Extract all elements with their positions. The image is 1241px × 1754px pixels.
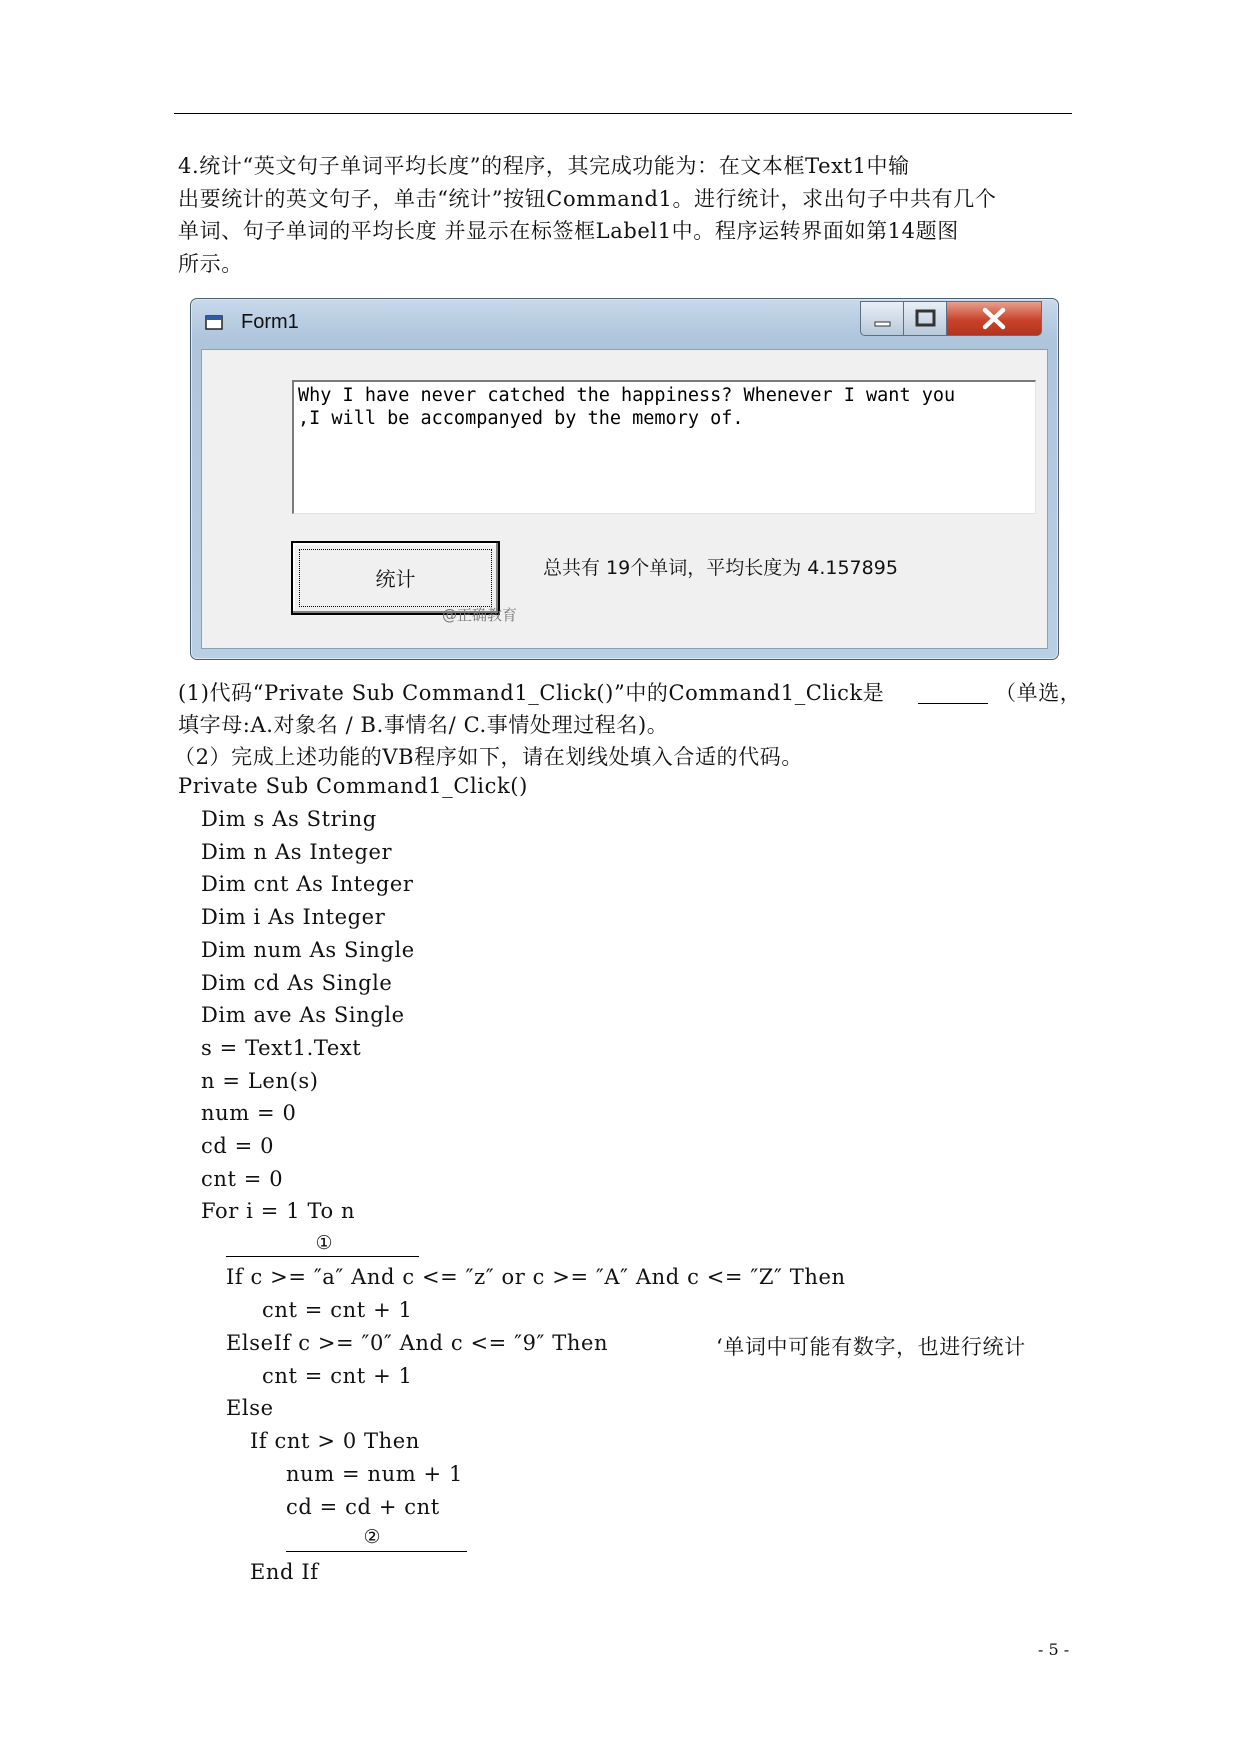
code-line: cnt = cnt + 1 [262, 1298, 413, 1322]
code-line: Dim cnt As Integer [201, 872, 414, 896]
answer-blank-2 [286, 1551, 467, 1552]
intro-line-4: 所示。 [178, 252, 243, 276]
maximize-button[interactable] [903, 301, 948, 336]
part1-line-1-tail: （单选， [995, 681, 1082, 705]
watermark: @正确教育 [442, 606, 518, 624]
blank-1-marker: ① [315, 1232, 333, 1254]
answer-blank-part1 [918, 703, 988, 704]
part2-instruction: （2）完成上述功能的VB程序如下，请在划线处填入合适的代码。 [174, 745, 803, 769]
close-icon [947, 302, 1041, 335]
code-line: If c >= ″a″ And c <= ″z″ or c >= ″A″ And c <= ″Z″ Then [226, 1265, 846, 1289]
code-line: num = 0 [201, 1101, 297, 1125]
code-line: If cnt > 0 Then [250, 1429, 420, 1453]
code-line: Dim s As String [201, 807, 377, 831]
command1-label: 统计 [375, 567, 416, 591]
label1-result: 总共有 19个单词，平均长度为 4.157895 [543, 557, 898, 579]
code-line: cnt = cnt + 1 [262, 1364, 413, 1388]
code-line: Else [226, 1396, 274, 1420]
header-rule [174, 113, 1072, 114]
answer-blank-1 [226, 1256, 419, 1257]
code-line: n = Len(s) [201, 1069, 319, 1093]
intro-line-1: 4.统计“英文句子单词平均长度”的程序，其完成功能为：在文本框Text1中输 [178, 154, 910, 178]
intro-line-2: 出要统计的英文句子，单击“统计”按钮Command1。进行统计，求出句子中共有几个 [178, 187, 997, 211]
code-line: Dim n As Integer [201, 840, 393, 864]
code-line: s = Text1.Text [201, 1036, 362, 1060]
form-client-area [201, 349, 1048, 649]
blank-2-marker: ② [363, 1526, 381, 1548]
code-line: For i = 1 To n [201, 1199, 356, 1223]
maximize-icon [904, 302, 947, 335]
minimize-button[interactable] [860, 301, 905, 336]
code-line: Private Sub Command1_Click() [178, 774, 528, 798]
window-title: Form1 [241, 311, 299, 333]
code-line: ElseIf c >= ″0″ And c <= ″9″ Then [226, 1331, 609, 1355]
code-comment: ‘单词中可能有数字，也进行统计 [716, 1335, 1026, 1359]
form1-window [190, 298, 1059, 660]
page-number: - 5 - [1038, 1640, 1070, 1659]
form-icon [205, 315, 223, 330]
code-line: cd = 0 [201, 1134, 275, 1158]
code-line: Dim cd As Single [201, 971, 393, 995]
text1-textbox[interactable]: Why I have never catched the happiness? Whenever I want you ,I will be accompanyed by the memory of. [292, 380, 1036, 514]
code-line: Dim ave As Single [201, 1003, 405, 1027]
close-button[interactable] [946, 301, 1042, 336]
code-line: num = num + 1 [286, 1462, 463, 1486]
minimize-icon [861, 302, 904, 335]
code-line: Dim i As Integer [201, 905, 386, 929]
code-line: Dim num As Single [201, 938, 415, 962]
part1-line-1: (1)代码“Private Sub Command1_Click()”中的Command1_Click是 [178, 681, 885, 705]
part1-line-2: 填字母:A.对象名 / B.事情名/ C.事情处理过程名)。 [178, 713, 669, 737]
code-line: cd = cd + cnt [286, 1495, 440, 1519]
intro-line-3: 单词、句子单词的平均长度 并显示在标签框Label1中。程序运转界面如第14题图 [178, 219, 959, 243]
code-line: End If [250, 1560, 319, 1584]
code-line: cnt = 0 [201, 1167, 284, 1191]
